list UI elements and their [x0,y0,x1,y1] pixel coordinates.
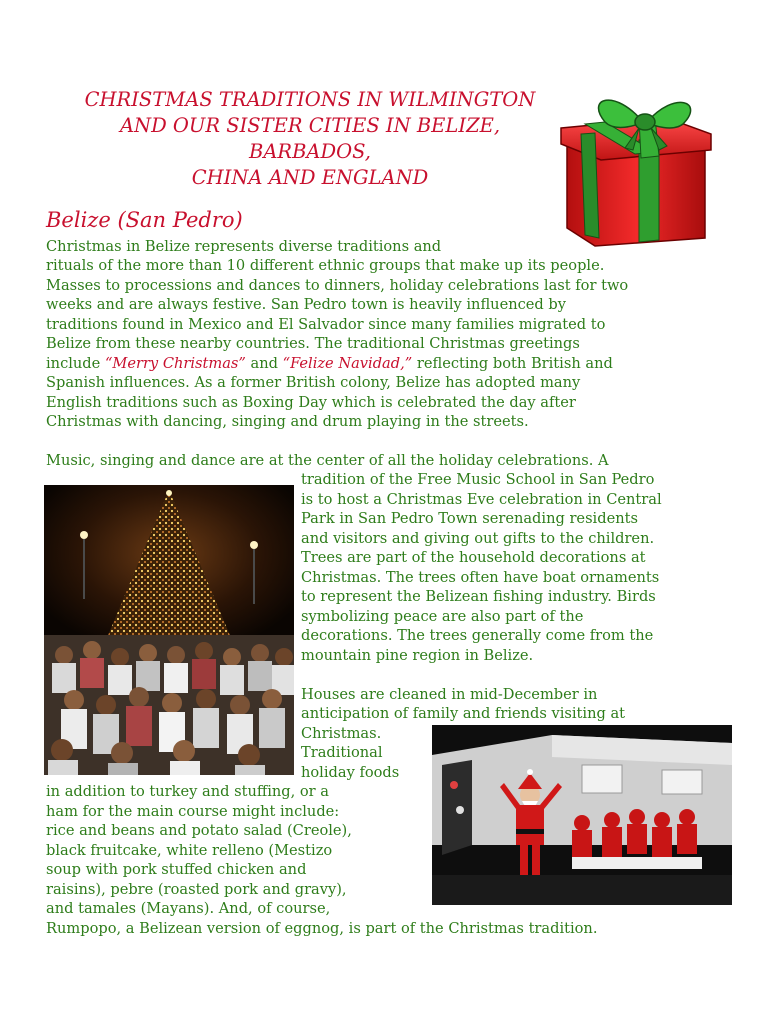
para2-line-10: mountain pine region in Belize. [301,647,534,664]
para2-line-4: and visitors and giving out gifts to the children. [301,530,655,547]
para3-last-line: Rumpopo, a Belizean version of eggnog, is part of the Christmas tradition. [46,920,598,937]
para2-line-8: symbolizing peace are also part of the [301,608,584,625]
para2-line-6: Christmas. The trees often have boat ornaments [301,569,660,586]
para3-left-line-6: raisins), pebre (roasted pork and gravy), [46,881,347,898]
greeting-merry-christmas: “Merry Christmas” [104,355,246,372]
para3-left-line-5: soup with pork stuffed chicken and [46,861,307,878]
para2-line-2: is to host a Christmas Eve celebration in Central [301,491,662,508]
para3-right-line-4: Traditional [301,744,383,761]
para1-line-3: Masses to processions and dances to dinners, holiday celebrations last for two [46,277,629,294]
para1-line-7-c: reflecting both British and [412,355,613,372]
para3-left-line-7: and tamales (Mayans). And, of course, [46,900,331,917]
para1-line-7-b: and [245,355,283,372]
para2-line-3: Park in San Pedro Town serenading residents [301,510,638,527]
para1-line-7 [46,354,613,374]
title-line-4: CHINA AND ENGLAND [191,166,429,189]
gift-box-icon [555,88,720,248]
para3-left-line-1: in addition to turkey and stuffing, or a [46,783,329,800]
para3-left-line-3: rice and beans and potato salad (Creole), [46,822,352,839]
photo-santa-stage [432,725,732,905]
para2-line-7: to represent the Belizean fishing industry. Birds [301,588,656,605]
para1-line-1: Christmas in Belize represents diverse traditions and [46,238,442,255]
greeting-felize-navidad: “Felize Navidad,” [282,355,413,372]
para3-left-line-2: ham for the main course might include: [46,803,340,820]
para1-line-4: weeks and are always festive. San Pedro town is heavily influenced by [46,296,566,313]
para3-right-line-1: Houses are cleaned in mid-December in [301,686,598,703]
para2-line-9: decorations. The trees generally come from the [301,627,654,644]
document-title [40,87,580,191]
para1-line-6: Belize from these nearby countries. The traditional Christmas greetings [46,335,580,352]
para1-line-7-a: include [46,355,105,372]
para3-right-line-3: Christmas. [301,725,382,742]
para2-first-line: Music, singing and dance are at the center of all the holiday celebrations. A [46,452,609,469]
para1-line-8: Spanish influences. As a former British colony, Belize has adopted many [46,374,581,391]
para1-line-9: English traditions such as Boxing Day which is celebrated the day after [46,394,576,411]
para3-right-line-2: anticipation of family and friends visiting at [301,705,626,722]
para2-line-1: tradition of the Free Music School in San Pedro [301,471,655,488]
para3-left-line-4: black fruitcake, white relleno (Mestizo [46,842,333,859]
para2-line-5: Trees are part of the household decorations at [301,549,646,566]
para1-line-5: traditions found in Mexico and El Salvador since many families migrated to [46,316,606,333]
para3-right-line-5: holiday foods [301,764,400,781]
section-heading: Belize (San Pedro) [46,208,243,232]
title-line-3: BARBADOS, [249,140,371,163]
photo-christmas-tree-crowd [44,485,294,775]
title-line-1: CHRISTMAS TRADITIONS IN WILMINGTON [84,88,536,111]
title-line-2: AND OUR SISTER CITIES IN BELIZE, [119,114,501,137]
para1-line-10: Christmas with dancing, singing and drum playing in the streets. [46,413,529,430]
para1-line-2: rituals of the more than 10 different ethnic groups that make up its people. [46,257,605,274]
